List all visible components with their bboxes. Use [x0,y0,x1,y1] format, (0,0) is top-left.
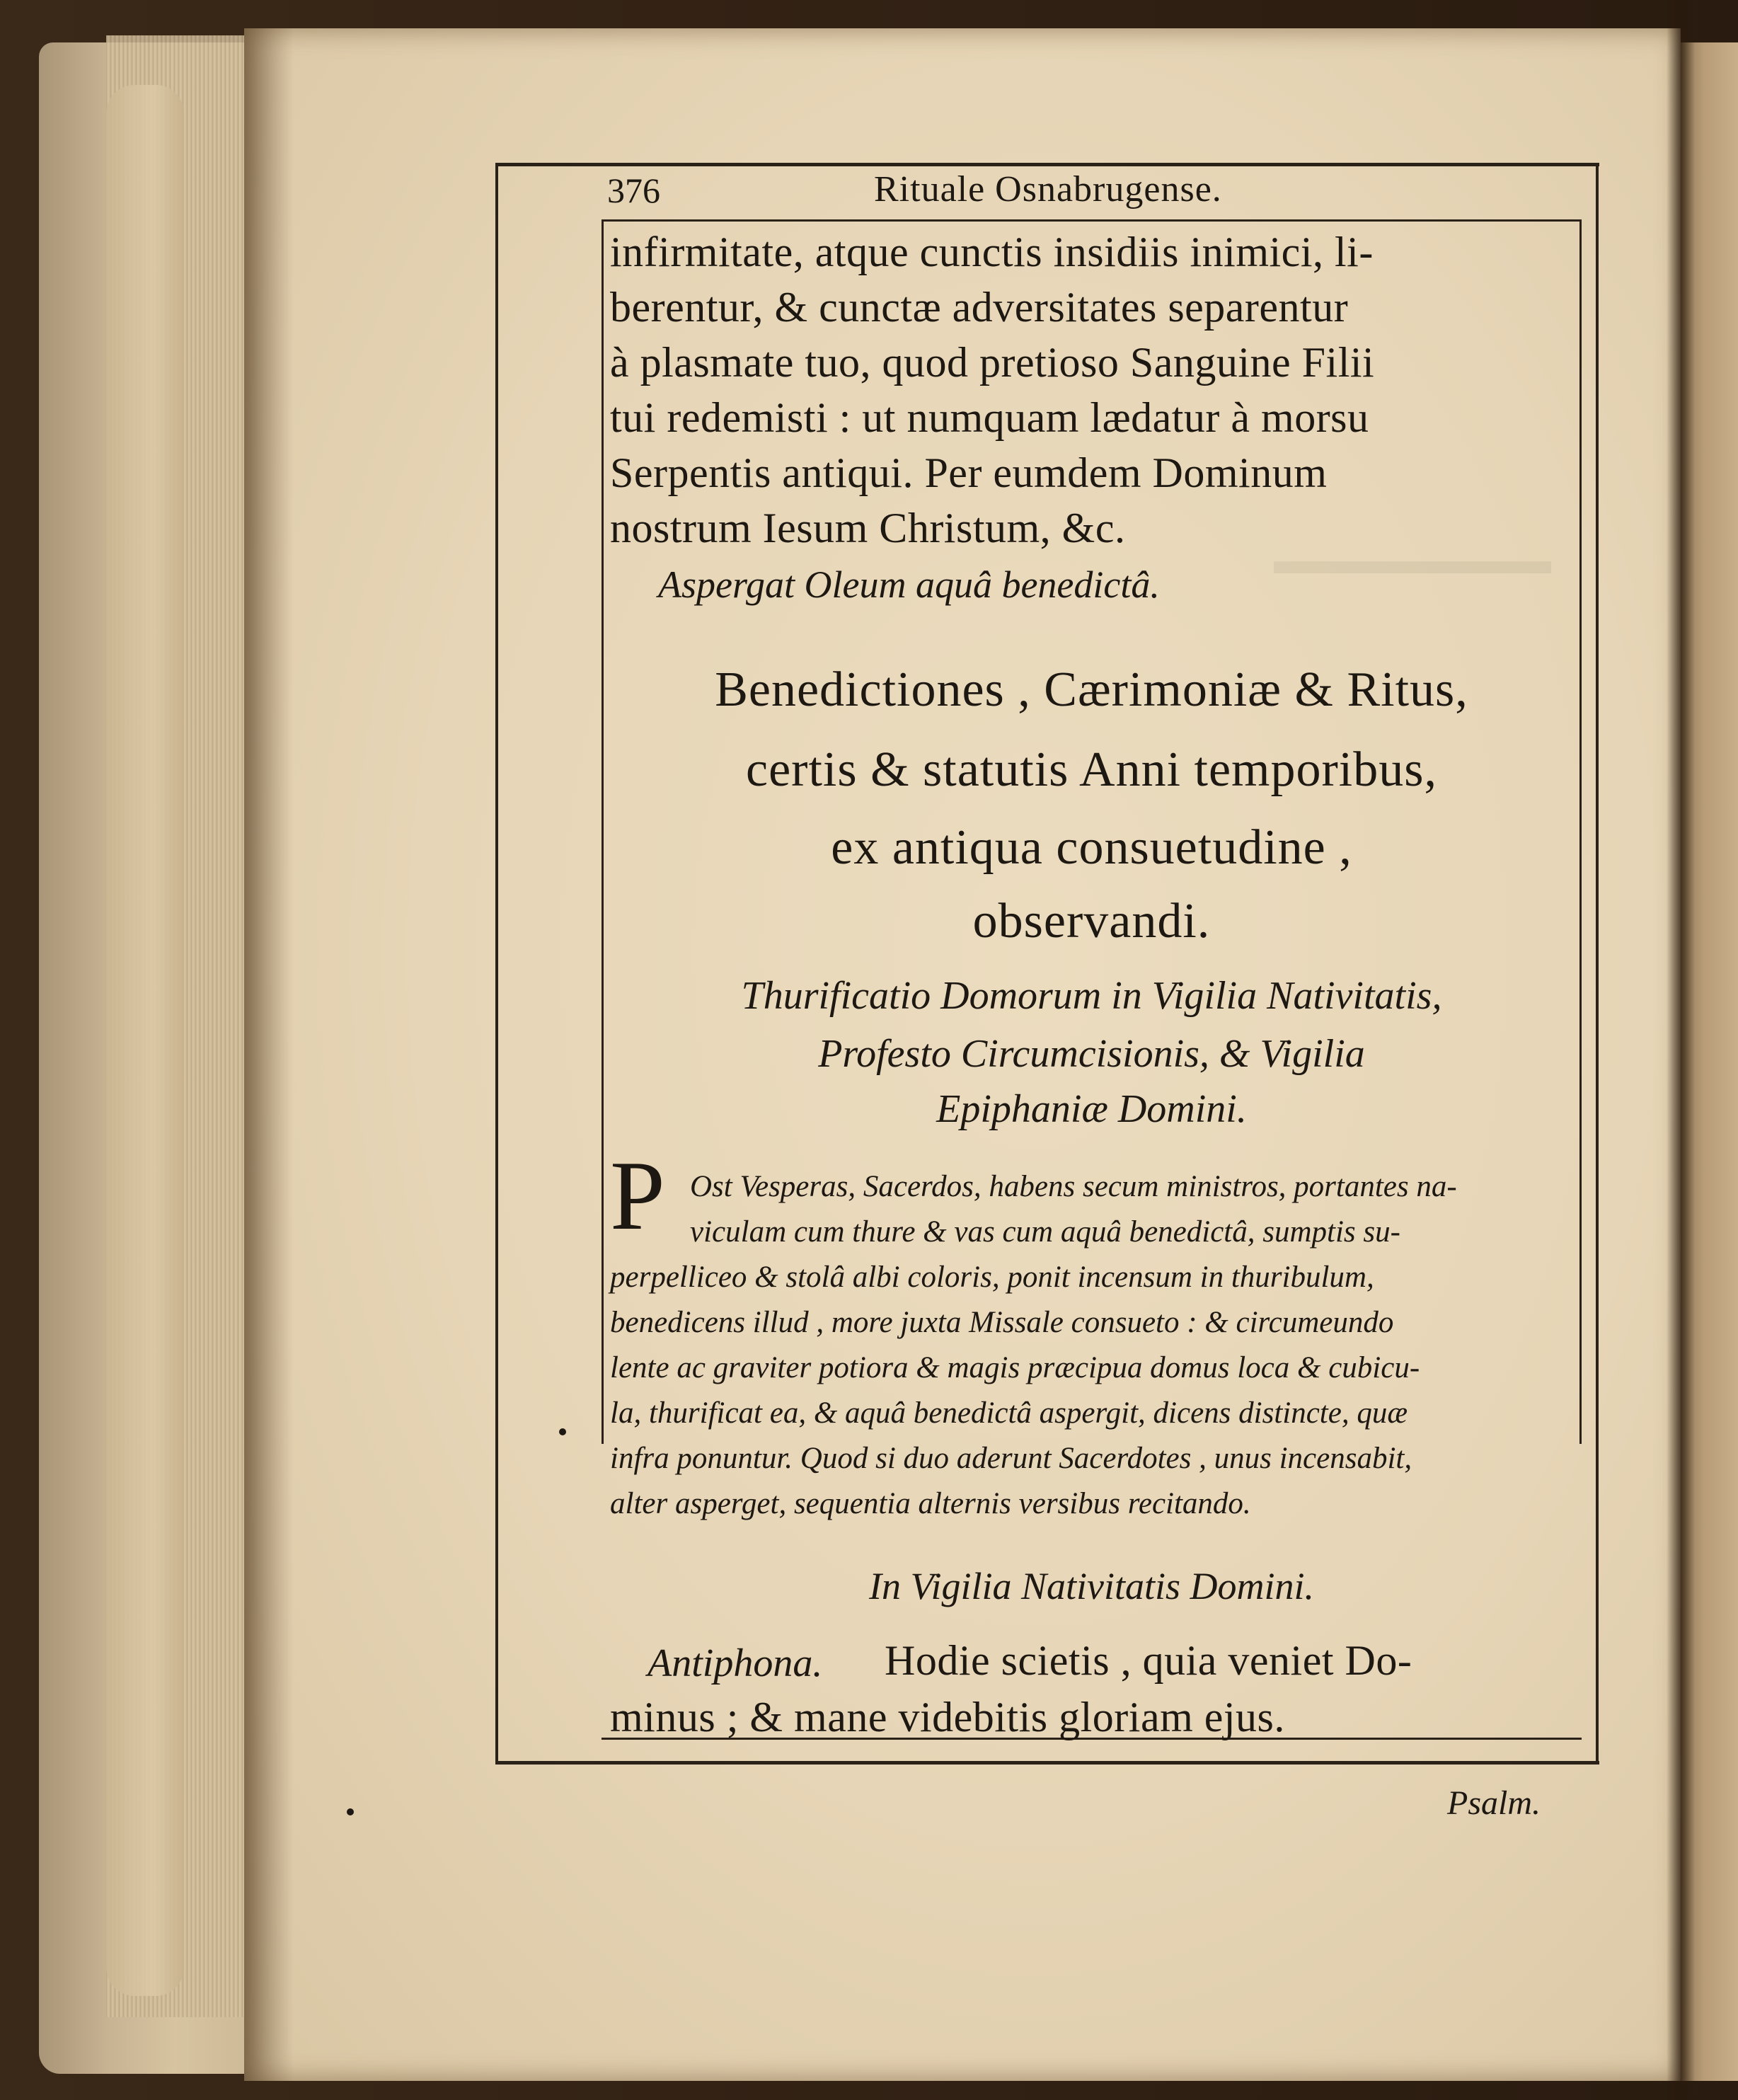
antiphon-line: minus ; & mane videbitis gloriam ejus. [610,1694,1285,1740]
prayer-line: à plasmate tuo, quod pretioso Sanguine Filii [610,339,1375,386]
instruction-line: lente ac graviter potiora & magis præcipua domus loca & cubicu- [610,1351,1420,1384]
page-number: 376 [607,171,660,210]
instruction-line: Ost Vesperas, Sacerdos, habens secum ministros, portantes na- [690,1170,1457,1203]
running-title: Rituale Osnabrugense. [874,169,1222,210]
margin-mark [347,1808,354,1815]
show-through: ▬▬▬▬▬▬▬ [1274,539,1551,583]
section-heading-line: observandi. [972,894,1211,948]
torn-page-strip [106,85,184,1996]
subheading-line: Epiphaniæ Domini. [936,1087,1247,1131]
antiphon-line: Hodie scietis , quia veniet Do- [885,1637,1412,1684]
section-heading-line: certis & statutis Anni temporibus, [746,742,1437,797]
instruction-line: perpelliceo & stolâ albi coloris, ponit incensum in thuribulum, [610,1261,1374,1294]
section-heading-line: ex antiqua consuetudine , [831,820,1352,875]
prayer-line: tui redemisti : ut numquam lædatur à morsu [610,394,1369,441]
subheading-line: Thurificatio Domorum in Vigilia Nativitatis, [741,974,1442,1018]
prayer-line: infirmitate, atque cunctis insidiis inimici, li- [610,229,1374,275]
instruction-line: infra ponuntur. Quod si duo aderunt Sacerdotes , unus incensabit, [610,1442,1412,1475]
prayer-line: Serpentis antiqui. Per eumdem Dominum [610,449,1328,496]
prayer-line: berentur, & cunctæ adversitates separentur [610,284,1349,331]
vigil-title: In Vigilia Nativitatis Domini. [869,1565,1314,1607]
gutter-shadow [244,28,294,2081]
instruction-line: benedicens illud , more juxta Missale consueto : & circumeundo [610,1306,1394,1339]
instruction-line: alter asperget, sequentia alternis versibus recitando. [610,1487,1251,1520]
rubric: Aspergat Oleum aquâ benedictâ. [658,563,1160,606]
margin-mark [559,1428,566,1435]
frame-top-rule [495,163,1599,166]
frame-right-rule [1596,163,1599,1762]
header-rule [602,219,1582,222]
spine-shadow [1667,0,1695,2100]
catchword: Psalm. [1447,1784,1541,1822]
instruction-line: la, thurificat ea, & aquâ benedictâ aspergit, dicens distincte, quæ [610,1396,1408,1430]
drop-cap: P [610,1141,665,1251]
subheading-line: Profesto Circumcisionis, & Vigilia [818,1032,1365,1076]
instruction-line: viculam cum thure & vas cum aquâ benedictâ, sumptis su- [690,1215,1400,1249]
antiphon-label: Antiphona. [648,1641,823,1685]
frame-bottom-rule [495,1761,1599,1765]
prayer-line: nostrum Iesum Christum, &c. [610,505,1126,551]
section-heading-line: Benedictiones , Cærimoniæ & Ritus, [715,662,1468,717]
frame-left-rule [495,163,498,1762]
